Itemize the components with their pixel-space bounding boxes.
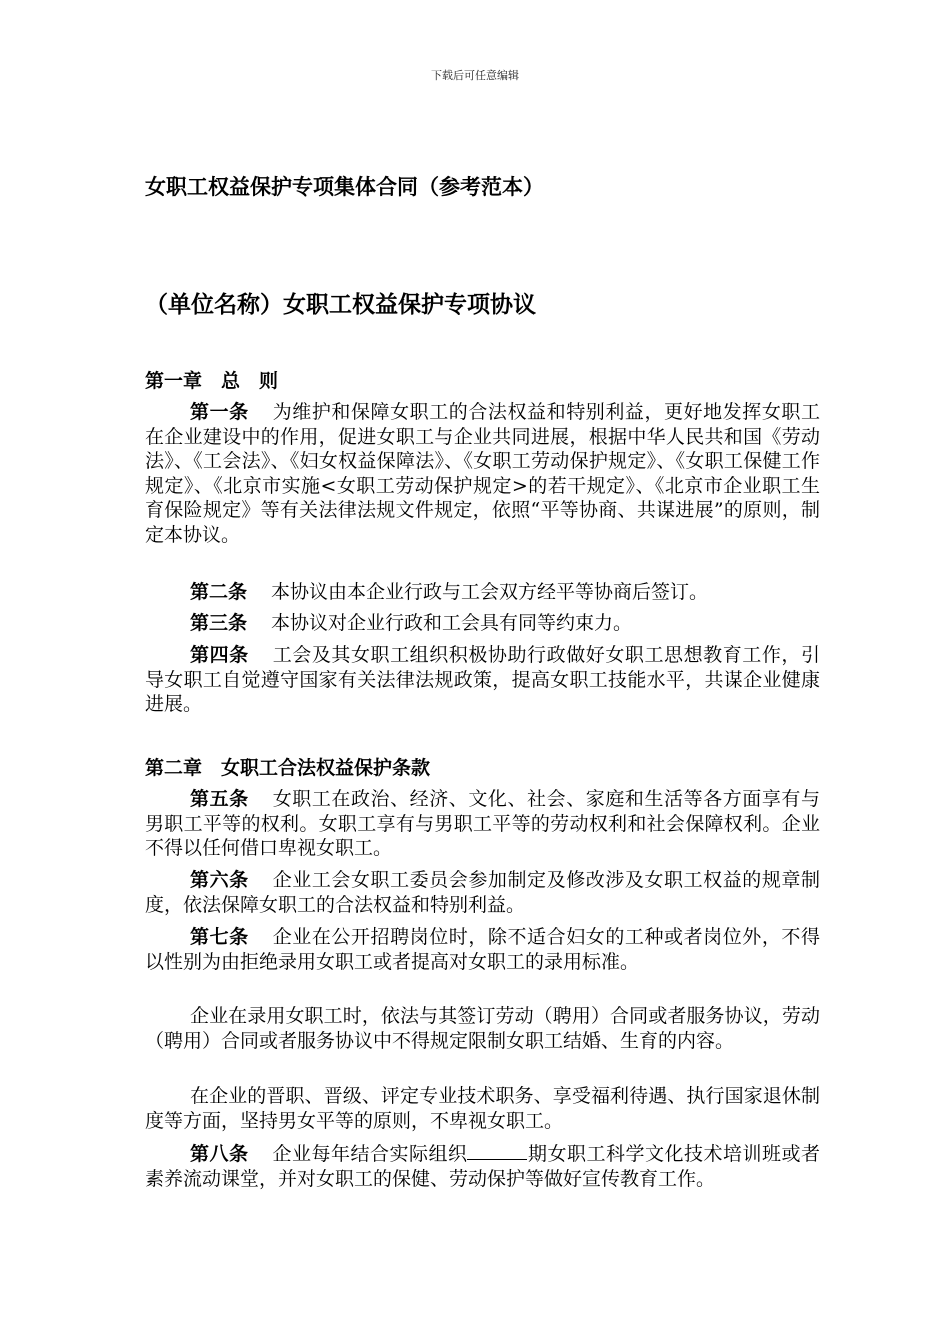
article-label: 第五条	[190, 788, 249, 810]
chapter-2-heading: 第二章 女职工合法权益保护条款	[145, 757, 431, 779]
article-label: 第三条	[190, 612, 248, 634]
article-text-before-blank: 企业每年结合实际组织	[272, 1143, 468, 1165]
article-text: 女职工在政治、经济、文化、社会、家庭和生活等各方面享有与男职工平等的权利。女职工享有与男职工平等的劳动权利和社会保障权利。企业不得以任何借口卑视女职工。	[145, 788, 820, 860]
article-text: 本协议由本企业行政与工会双方经平等协商后签订。	[271, 581, 709, 603]
article-label: 第六条	[190, 869, 249, 891]
article-7-paragraph-3: 在企业的晋职、晋级、评定专业技术职务、享受福利待遇、执行国家退休制度等方面，坚持男女平等的原则，不卑视女职工。	[145, 1085, 820, 1132]
article-text: 企业工会女职工委员会参加制定及修改涉及女职工权益的规章制度，依法保障女职工的合法权益和特别利益。	[145, 869, 820, 916]
article-text: 为维护和保障女职工的合法权益和特别利益，更好地发挥女职工在企业建设中的作用，促进女职工与企业共同进展，根据中华人民共和国《劳动法》、《工会法》、《妇女权益保障法》、《女职工劳动保护规定》、《女职工保健工作规定》、《北京市实施<女职工劳动保护规定>的若干规定》、《北京市企业职工生育保险规定》等有关法律法规文件规定，依照“平等协商、共谋进展”的原则，制定本协议。	[145, 401, 820, 546]
article-label: 第四条	[190, 644, 249, 666]
article-label: 第七条	[190, 926, 249, 948]
document-title: 女职工权益保护专项集体合同（参考范本）	[145, 175, 544, 199]
header-note: 下载后可任意编辑	[431, 69, 519, 82]
article-8	[145, 1141, 820, 1191]
article-6	[145, 868, 820, 917]
article-label: 第二条	[190, 581, 248, 603]
article-7	[145, 925, 820, 974]
article-label: 第八条	[190, 1143, 249, 1165]
article-4	[145, 643, 820, 717]
article-7-paragraph-2: 企业在录用女职工时，依法与其签订劳动（聘用）合同或者服务协议，劳动（聘用）合同或者服务协议中不得规定限制女职工结婚、生育的内容。	[145, 1005, 820, 1052]
article-5	[145, 787, 820, 861]
fill-in-blank[interactable]	[467, 1141, 527, 1160]
article-text: 企业在公开招聘岗位时，除不适合妇女的工种或者岗位外，不得以性别为由拒绝录用女职工或者提高对女职工的录用标准。	[145, 926, 820, 973]
article-1	[145, 400, 820, 548]
chapter-1-heading: 第一章 总 则	[145, 370, 279, 392]
article-text-after-blank: 期女职工科学文化技术培训班或者素养流动课堂，并对女职工的保健、劳动保护等做好宣传教育工作。	[145, 1143, 820, 1190]
article-2	[145, 580, 820, 605]
article-label: 第一条	[190, 401, 249, 423]
article-3	[145, 611, 820, 636]
article-text: 本协议对企业行政和工会具有同等约束力。	[271, 612, 633, 634]
document-subtitle: （单位名称）女职工权益保护专项协议	[145, 292, 536, 318]
article-text: 工会及其女职工组织积极协助行政做好女职工思想教育工作，引导女职工自觉遵守国家有关法律法规政策，提高女职工技能水平，共谋企业健康进展。	[145, 644, 820, 716]
